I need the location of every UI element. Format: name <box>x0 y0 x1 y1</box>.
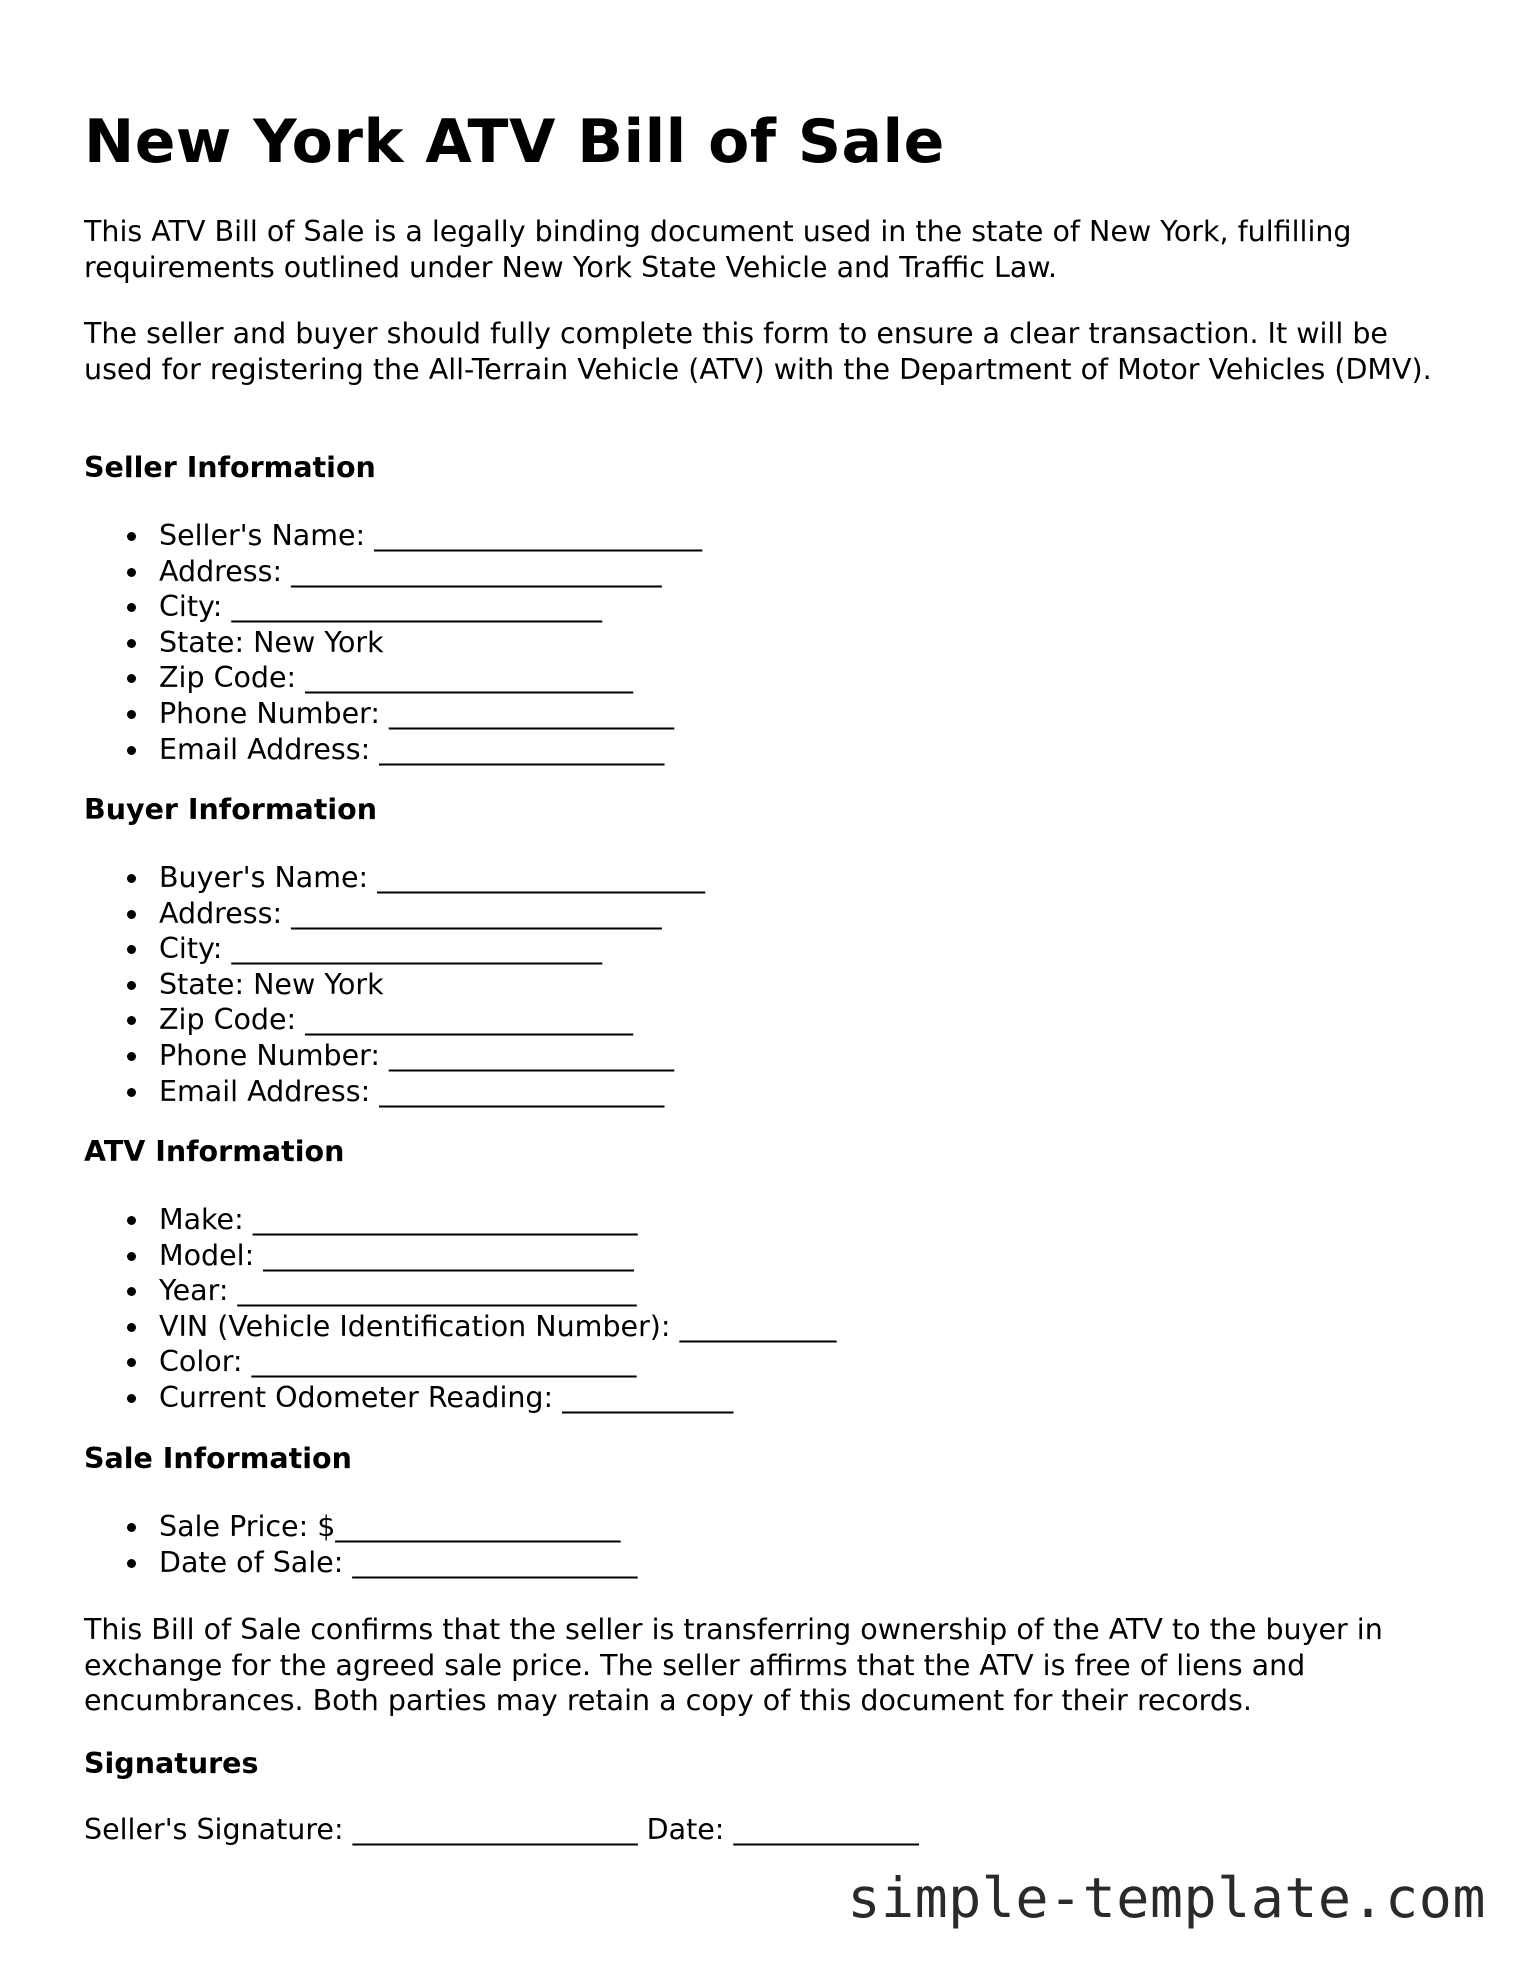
list-item: Address: __________________________ <box>84 554 702 590</box>
seller-information-heading: Seller Information <box>84 451 376 484</box>
list-item: State: New York <box>84 625 702 661</box>
list-item: Seller's Name: _______________________ <box>84 518 702 554</box>
watermark: simple-template.com <box>847 1866 1486 1930</box>
atv-information-heading: ATV Information <box>84 1135 345 1168</box>
list-item: State: New York <box>84 967 705 1003</box>
list-item: Address: __________________________ <box>84 896 705 932</box>
list-item: Year: ____________________________ <box>84 1273 836 1309</box>
list-item: Phone Number: ____________________ <box>84 1038 705 1074</box>
list-item: City: __________________________ <box>84 931 705 967</box>
list-item: Email Address: ____________________ <box>84 732 702 768</box>
intro-paragraph-1: This ATV Bill of Sale is a legally binding document used in the state of New York, fulfilling requirements outlined under New York State Vehicle and Traffic Law. <box>84 215 1352 284</box>
intro-paragraph-2: The seller and buyer should fully complete this form to ensure a clear transaction. It will be used for registering the All-Terrain Vehicle (ATV) with the Department of Motor Vehicles (DMV). <box>84 317 1432 386</box>
list-item: City: __________________________ <box>84 589 702 625</box>
list-item: Current Odometer Reading: ____________ <box>84 1380 836 1416</box>
list-item: Email Address: ____________________ <box>84 1074 705 1110</box>
list-item: Date of Sale: ____________________ <box>84 1545 637 1581</box>
list-item: Sale Price: $____________________ <box>84 1509 637 1545</box>
list-item: Zip Code: _______________________ <box>84 660 702 696</box>
document-title: New York ATV Bill of Sale <box>84 107 945 177</box>
closing-paragraph: This Bill of Sale confirms that the seller is transferring ownership of the ATV to the buyer in exchange for the agreed sale price. The seller affirms that the ATV is free of liens and encumbrances. Both parties may retain a copy of this document for their records. <box>84 1613 1383 1717</box>
sale-information-list <box>84 1509 637 1580</box>
seller-signature-line: Seller's Signature: ____________________ Date: _____________ <box>84 1813 919 1846</box>
signatures-heading: Signatures <box>84 1747 259 1780</box>
buyer-information-list <box>84 860 705 1109</box>
list-item: Zip Code: _______________________ <box>84 1002 705 1038</box>
buyer-information-heading: Buyer Information <box>84 793 378 826</box>
list-item: Make: ___________________________ <box>84 1202 836 1238</box>
list-item: Color: ___________________________ <box>84 1344 836 1380</box>
list-item: Model: __________________________ <box>84 1238 836 1274</box>
seller-information-list <box>84 518 702 767</box>
list-item: Phone Number: ____________________ <box>84 696 702 732</box>
list-item: Buyer's Name: _______________________ <box>84 860 705 896</box>
atv-information-list <box>84 1202 836 1416</box>
list-item: VIN (Vehicle Identification Number): ___________ <box>84 1309 836 1345</box>
sale-information-heading: Sale Information <box>84 1442 352 1475</box>
